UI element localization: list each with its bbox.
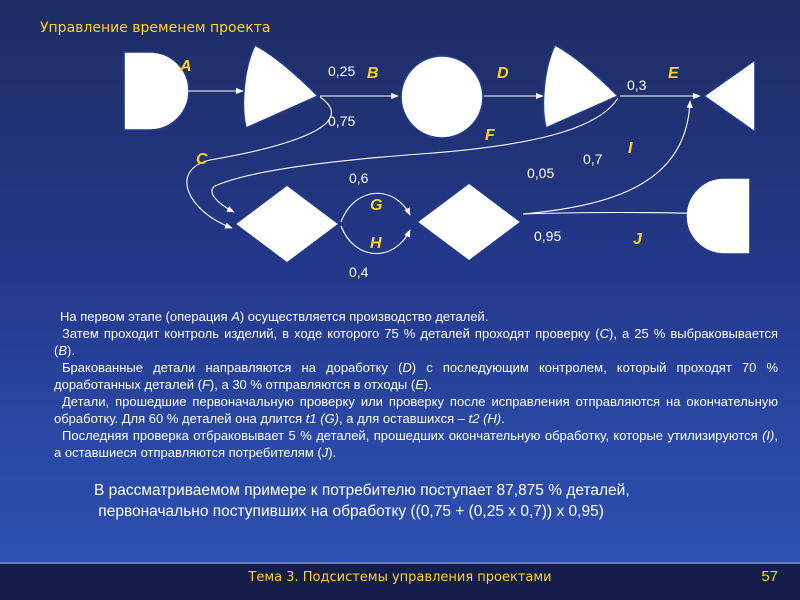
- control-node-1: [243, 45, 318, 128]
- conclusion-line-1: В рассматриваемом примере к потребителю поступает 87,875 % деталей,: [94, 482, 630, 499]
- label-j: J: [633, 231, 642, 248]
- text-span: Последняя проверка отбраковывает 5 % деталей, прошедших окончательную обработку, которые утилизируются: [62, 428, 763, 443]
- description-text: [54, 308, 778, 461]
- label-b: B: [367, 65, 379, 82]
- prob-07: 0,7: [583, 151, 603, 167]
- text-span: ).: [423, 377, 432, 392]
- label-c: C: [196, 151, 208, 168]
- label-g: G: [370, 197, 383, 214]
- label-d: D: [497, 65, 509, 82]
- text-span: J: [321, 445, 329, 460]
- text-span: , а оставшиеся отправляются потребителям (: [54, 428, 778, 460]
- text-span: ), а 30 % отправляются в отходы (: [209, 377, 416, 392]
- page-number: 57: [761, 568, 778, 585]
- description-paragraph-3: [54, 359, 778, 393]
- text-span: D: [402, 360, 412, 375]
- prob-06: 0,6: [349, 170, 369, 186]
- process-node-2: [417, 183, 521, 261]
- text-span: A: [231, 309, 240, 324]
- prob-025: 0,25: [328, 63, 356, 79]
- prob-005: 0,05: [527, 165, 555, 181]
- prob-095: 0,95: [534, 228, 562, 244]
- text-span: , а для оставшихся –: [339, 411, 469, 426]
- text-span: E: [415, 377, 424, 392]
- text-span: Бракованные детали направляются на доработку (: [62, 360, 403, 375]
- slide-title: Управление временем проекта: [40, 20, 271, 36]
- text-span: C: [599, 326, 610, 341]
- text-span: B: [58, 343, 68, 358]
- prob-03: 0,3: [627, 77, 647, 93]
- label-i: I: [628, 140, 633, 157]
- text-span: (I): [762, 428, 775, 443]
- description-paragraph-4: [54, 393, 778, 427]
- process-node-1: [235, 185, 339, 263]
- rework-node: [401, 56, 483, 138]
- prob-04: 0,4: [349, 264, 369, 280]
- text-span: t2 (H): [468, 411, 502, 426]
- end-node: [686, 178, 750, 254]
- label-e: E: [668, 65, 679, 82]
- text-span: ) осуществляется производство деталей.: [239, 309, 489, 324]
- text-span: ).: [67, 343, 75, 358]
- text-span: ), а 25 % выбраковывается (: [54, 326, 779, 358]
- text-span: t1 (G): [305, 411, 340, 426]
- text-span: На первом этапе (операция: [60, 309, 232, 324]
- text-span: Детали, прошедшие первоначальную проверку или проверку после исправления отправляются на окончательную обработку. Для 60 % деталей она длится: [54, 394, 778, 426]
- footer-topic: Тема 3. Подсистемы управления проектами: [248, 570, 552, 585]
- text-span: ).: [328, 445, 337, 460]
- waste-node: [704, 60, 755, 132]
- conclusion-line-2: первоначально поступивших на обработку ((0,75 + (0,25 x 0,7)) x 0,95): [94, 503, 604, 520]
- text-span: F: [201, 377, 210, 392]
- label-h: H: [370, 235, 382, 252]
- label-f: F: [485, 127, 495, 144]
- text-span: .: [501, 411, 505, 426]
- text-span: Затем проходит контроль изделий, в ходе которого 75 % деталей проходят проверку (: [62, 326, 600, 341]
- description-paragraph-1: [54, 308, 778, 325]
- conclusion-text: [94, 480, 774, 522]
- prob-075: 0,75: [328, 113, 356, 129]
- description-paragraph-5: [54, 427, 778, 461]
- label-a: A: [180, 58, 192, 75]
- control-node-2: [543, 45, 618, 128]
- description-paragraph-2: [54, 325, 778, 359]
- text-span: ) с последующим контролем, который проходят 70 % доработанных деталей (: [54, 360, 779, 392]
